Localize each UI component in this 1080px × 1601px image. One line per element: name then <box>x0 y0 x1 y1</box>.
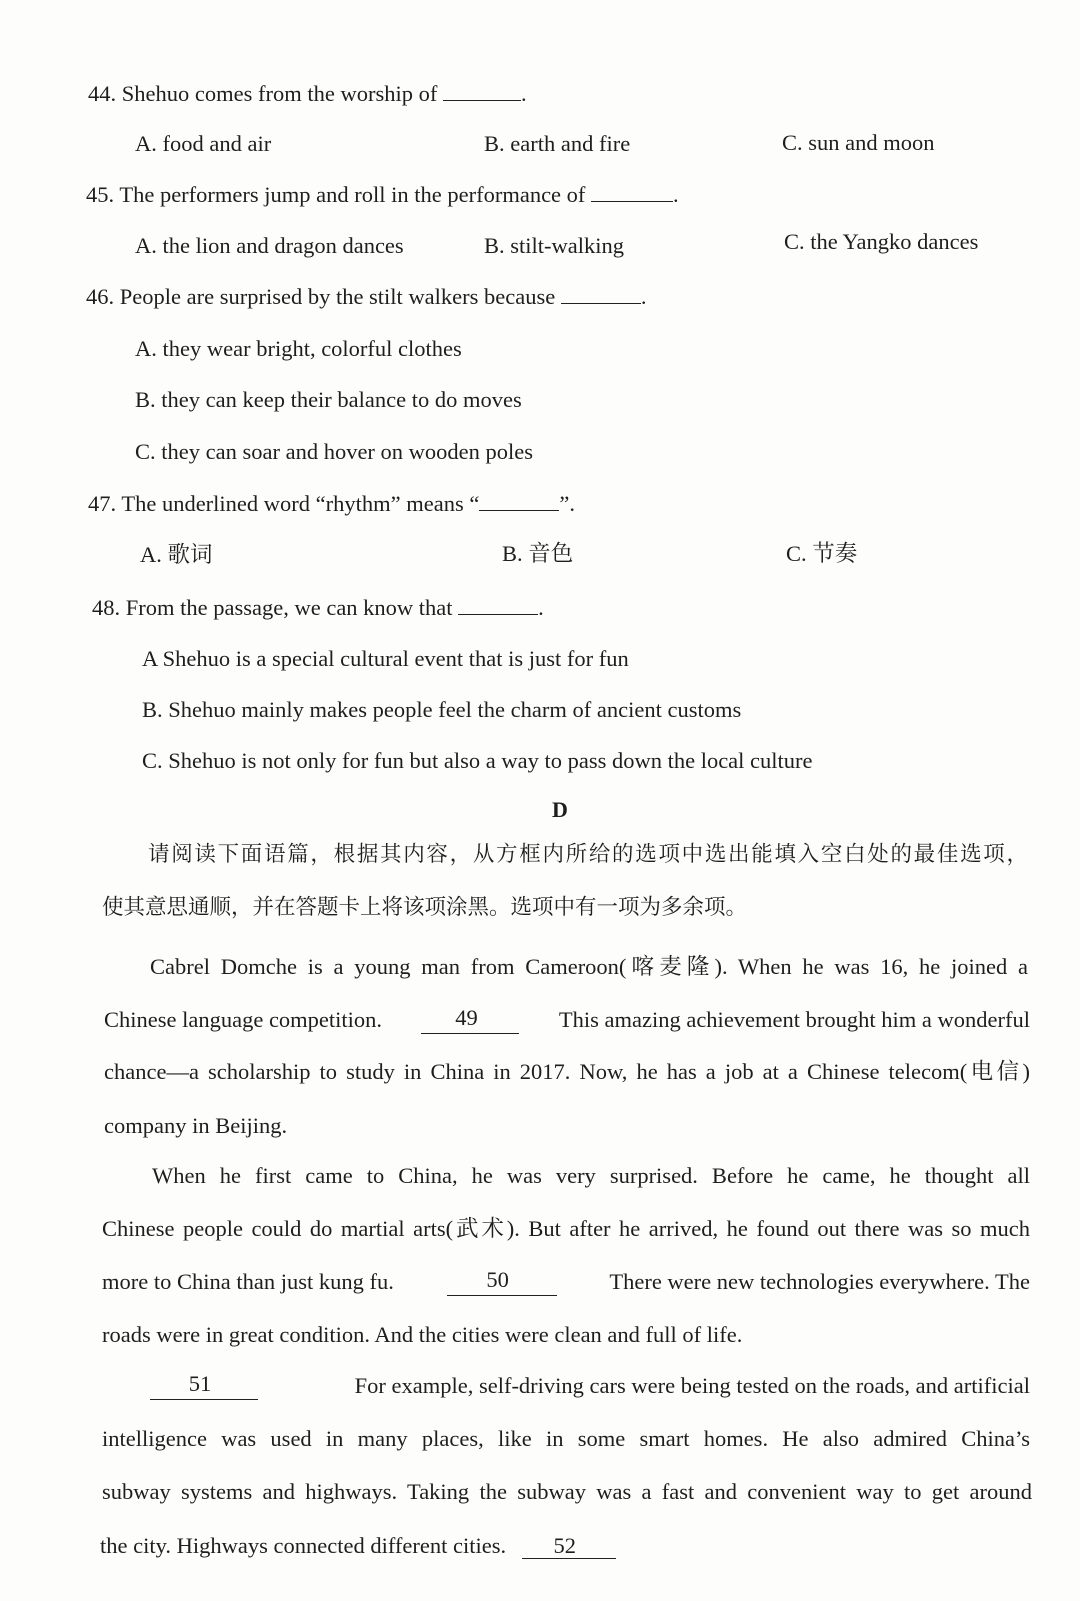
answer-blank <box>443 82 521 101</box>
passage-p3-line-1: 51 For example, self-driving cars were being tested on the roads, and artificial <box>150 1372 1030 1400</box>
question-44-stem: 44. Shehuo comes from the worship of . <box>88 81 527 106</box>
option-48-a: A Shehuo is a special cultural event that is just for fun <box>142 646 629 671</box>
passage-p3-line-2: intelligence was used in many places, like in some smart homes. He also admired China’s <box>102 1426 1030 1451</box>
answer-blank <box>458 596 538 615</box>
answer-blank <box>591 183 673 202</box>
option-48-c: C. Shehuo is not only for fun but also a way to pass down the local culture <box>142 748 813 773</box>
passage-p1-line-1: Cabrel Domche is a young man from Cameroon(喀麦隆). When he was 16, he joined a <box>150 954 1028 979</box>
option-46-a: A. they wear bright, colorful clothes <box>135 336 462 361</box>
passage-p2-line-1: When he first came to China, he was very surprised. Before he came, he thought all <box>152 1163 1030 1188</box>
instructions-line-2: 使其意思通顺，并在答题卡上将该项涂黑。选项中有一项为多余项。 <box>102 895 748 920</box>
passage-p3-line-3: subway systems and highways. Taking the subway was a fast and convenient way to get around <box>102 1479 1032 1504</box>
option-45-a: A. the lion and dragon dances <box>135 233 404 258</box>
blank-52[interactable]: 52 <box>522 1534 616 1559</box>
question-48-stem: 48. From the passage, we can know that . <box>92 595 544 620</box>
passage-p1-line-2: Chinese language competition. 49 This amazing achievement brought him a wonderful <box>104 1005 1030 1032</box>
option-45-c: C. the Yangko dances <box>784 229 979 254</box>
passage-p1-line-3: chance—a scholarship to study in China in 2017. Now, he has a job at a Chinese telecom(电信) <box>104 1059 1030 1084</box>
blank-49[interactable]: 49 <box>421 1006 519 1034</box>
instructions-line-1: 请阅读下面语篇，根据其内容，从方框内所给的选项中选出能填入空白处的最佳选项， <box>148 842 1028 867</box>
answer-blank <box>479 492 559 511</box>
option-46-b: B. they can keep their balance to do moves <box>135 387 522 412</box>
option-46-c: C. they can soar and hover on wooden poles <box>135 439 534 464</box>
blank-51[interactable]: 51 <box>150 1372 258 1400</box>
question-45-stem: 45. The performers jump and roll in the performance of . <box>86 182 679 207</box>
blank-50[interactable]: 50 <box>447 1268 557 1296</box>
passage-p2-line-4: roads were in great condition. And the cities were clean and full of life. <box>102 1322 743 1347</box>
section-heading: D <box>552 797 568 822</box>
question-47-stem: 47. The underlined word “rhythm” means “ ”. <box>88 491 575 516</box>
option-44-a: A. food and air <box>135 131 272 156</box>
option-44-c: C. sun and moon <box>782 130 935 155</box>
option-47-b: B. 音色 <box>502 541 574 566</box>
option-45-b: B. stilt-walking <box>484 233 624 258</box>
option-47-c: C. 节奏 <box>786 541 858 566</box>
option-47-a: A. 歌词 <box>140 542 213 567</box>
answer-blank <box>561 285 641 304</box>
option-48-b: B. Shehuo mainly makes people feel the charm of ancient customs <box>142 697 742 722</box>
passage-p2-line-3: more to China than just kung fu. 50 There were new technologies everywhere. The <box>102 1267 1030 1294</box>
passage-p3-line-4: the city. Highways connected different cities. 52 <box>100 1532 616 1560</box>
option-44-b: B. earth and fire <box>484 131 631 156</box>
passage-p2-line-2: Chinese people could do martial arts(武术). But after he arrived, he found out there was so much <box>102 1216 1030 1241</box>
question-46-stem: 46. People are surprised by the stilt walkers because . <box>86 284 647 309</box>
passage-p1-line-4: company in Beijing. <box>104 1113 288 1138</box>
